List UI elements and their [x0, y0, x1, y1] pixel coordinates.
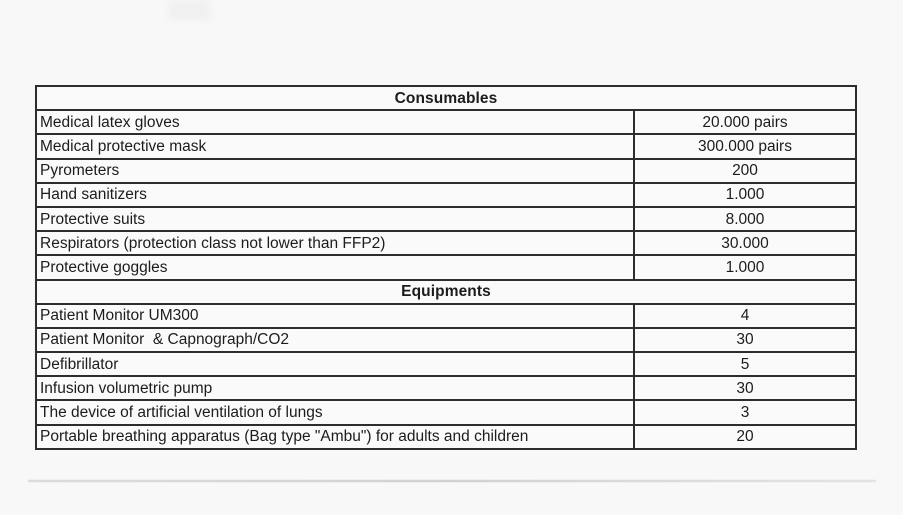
quantity-cell: 300.000 pairs: [634, 134, 856, 158]
quantity-cell: 3: [634, 400, 856, 424]
quantity-cell: 30.000: [634, 231, 856, 255]
item-cell: Medical latex gloves: [36, 110, 634, 134]
item-cell: Respirators (protection class not lower than FFP2): [36, 231, 634, 255]
quantity-cell: 200: [634, 159, 856, 183]
quantity-cell: 1.000: [634, 255, 856, 279]
table-row: [36, 159, 856, 183]
table-row: [36, 400, 856, 424]
item-cell: Protective suits: [36, 207, 634, 231]
section-header-equipments: Equipments: [36, 280, 856, 304]
quantity-cell: 30: [634, 328, 856, 352]
quantity-cell: 30: [634, 376, 856, 400]
item-cell: Pyrometers: [36, 159, 634, 183]
item-cell: Protective goggles: [36, 255, 634, 279]
section-header-row: [36, 86, 856, 110]
supplies-table-grid: [35, 85, 857, 450]
supplies-table: [35, 85, 855, 450]
table-row: [36, 183, 856, 207]
section-header-consumables: Consumables: [36, 86, 856, 110]
table-row: [36, 134, 856, 158]
table-row: [36, 231, 856, 255]
quantity-cell: 1.000: [634, 183, 856, 207]
quantity-cell: 5: [634, 352, 856, 376]
item-cell: Hand sanitizers: [36, 183, 634, 207]
quantity-cell: 8.000: [634, 207, 856, 231]
item-cell: Medical protective mask: [36, 134, 634, 158]
item-cell: Patient Monitor & Capnograph/CO2: [36, 328, 634, 352]
item-cell: Portable breathing apparatus (Bag type "Ambu") for adults and children: [36, 425, 634, 449]
table-row: [36, 425, 856, 449]
item-cell: The device of artificial ventilation of lungs: [36, 400, 634, 424]
scan-artifact: [168, 0, 210, 20]
item-cell: Defibrillator: [36, 352, 634, 376]
table-row: [36, 328, 856, 352]
table-row: [36, 304, 856, 328]
quantity-cell: 4: [634, 304, 856, 328]
section-header-row: [36, 280, 856, 304]
item-cell: Infusion volumetric pump: [36, 376, 634, 400]
table-row: [36, 255, 856, 279]
table-row: [36, 110, 856, 134]
table-row: [36, 207, 856, 231]
table-row: [36, 352, 856, 376]
item-cell: Patient Monitor UM300: [36, 304, 634, 328]
scan-shadow: [28, 480, 876, 482]
table-row: [36, 376, 856, 400]
quantity-cell: 20.000 pairs: [634, 110, 856, 134]
quantity-cell: 20: [634, 425, 856, 449]
